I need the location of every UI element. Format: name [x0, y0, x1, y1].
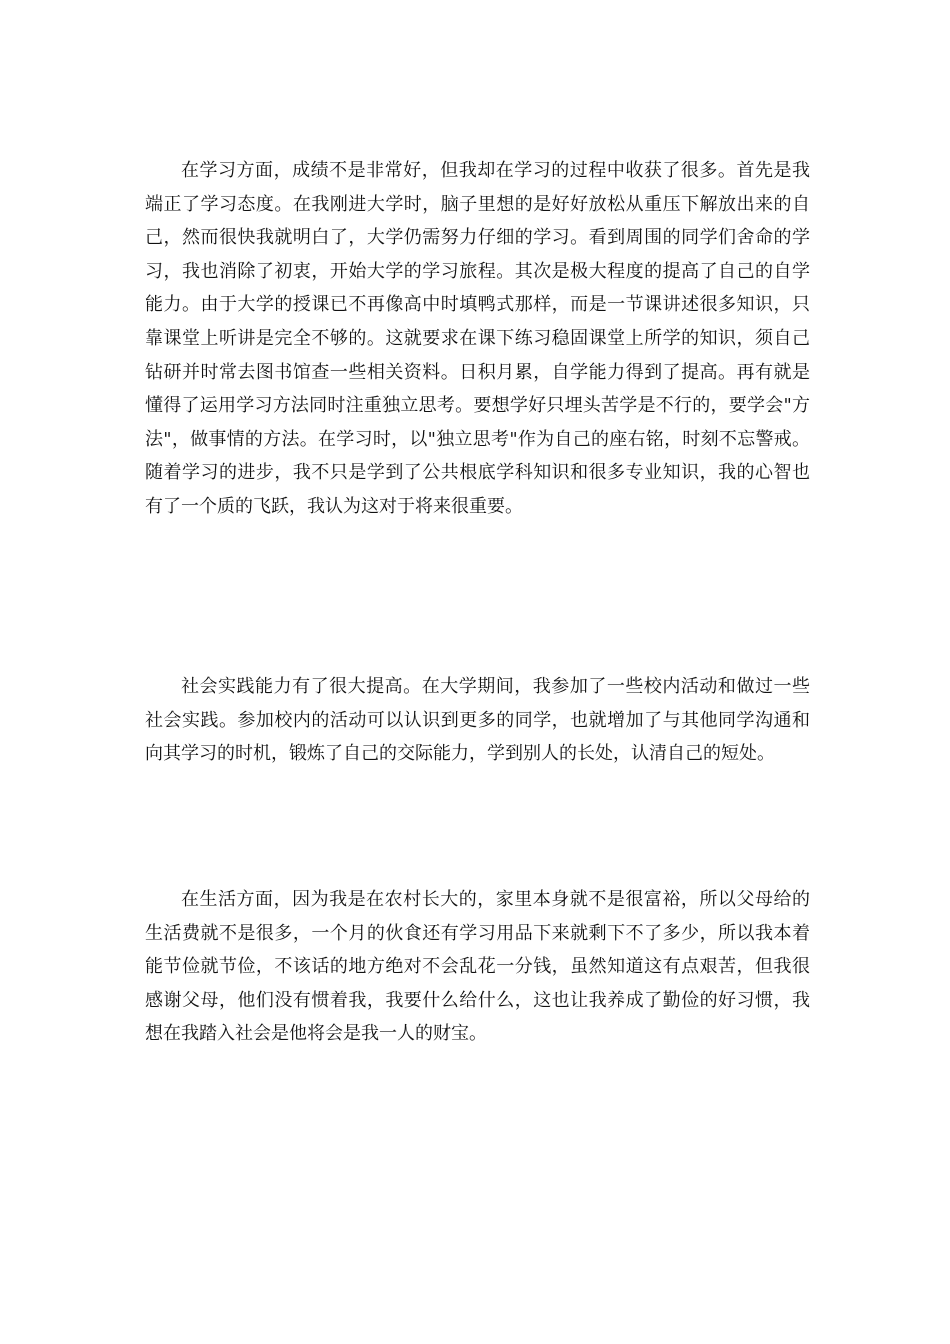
paragraph-life: 在生活方面，因为我是在农村长大的，家里本身就不是很富裕，所以父母给的生活费就不是很多，一个月的伙食还有学习用品下来就剩下不了多少，所以我本着能节俭就节俭，不该话的地方绝对不会乱花一分钱，虽然知道这有点艰苦，但我很感谢父母，他们没有惯着我，我要什么给什么，这也让我养成了勤俭的好习惯，我想在我踏入社会是他将会是我一人的财宝。: [145, 889, 810, 1045]
paragraph-social-practice: 社会实践能力有了很大提高。在大学期间，我参加了一些校内活动和做过一些社会实践。参加校内的活动可以认识到更多的同学，也就增加了与其他同学沟通和向其学习的时机，锻炼了自己的交际能力，学到别人的长处，认清自己的短处。: [145, 676, 810, 765]
paragraph-study: 在学习方面，成绩不是非常好，但我却在学习的过程中收获了很多。首先是我端正了学习态度。在我刚进大学时，脑子里想的是好好放松从重压下解放出来的自己，然而很快我就明白了，大学仍需努力仔细的学习。看到周围的同学们舍命的学习，我也消除了初衷，开始大学的学习旅程。其次是极大程度的提高了自己的自学能力。由于大学的授课已不再像高中时填鸭式那样，而是一节课讲述很多知识，只靠课堂上听讲是完全不够的。这就要求在课下练习稳固课堂上所学的知识，须自己钻研并时常去图书馆查一些相关资料。日积月累，自学能力得到了提高。再有就是懂得了运用学习方法同时注重独立思考。要想学好只埋头苦学是不行的，要学会"方法"，做事情的方法。在学习时，以"独立思考"作为自己的座右铭，时刻不忘警戒。随着学习的进步，我不只是学到了公共根底学科知识和很多专业知识，我的心智也有了一个质的飞跃，我认为这对于将来很重要。: [145, 160, 810, 517]
